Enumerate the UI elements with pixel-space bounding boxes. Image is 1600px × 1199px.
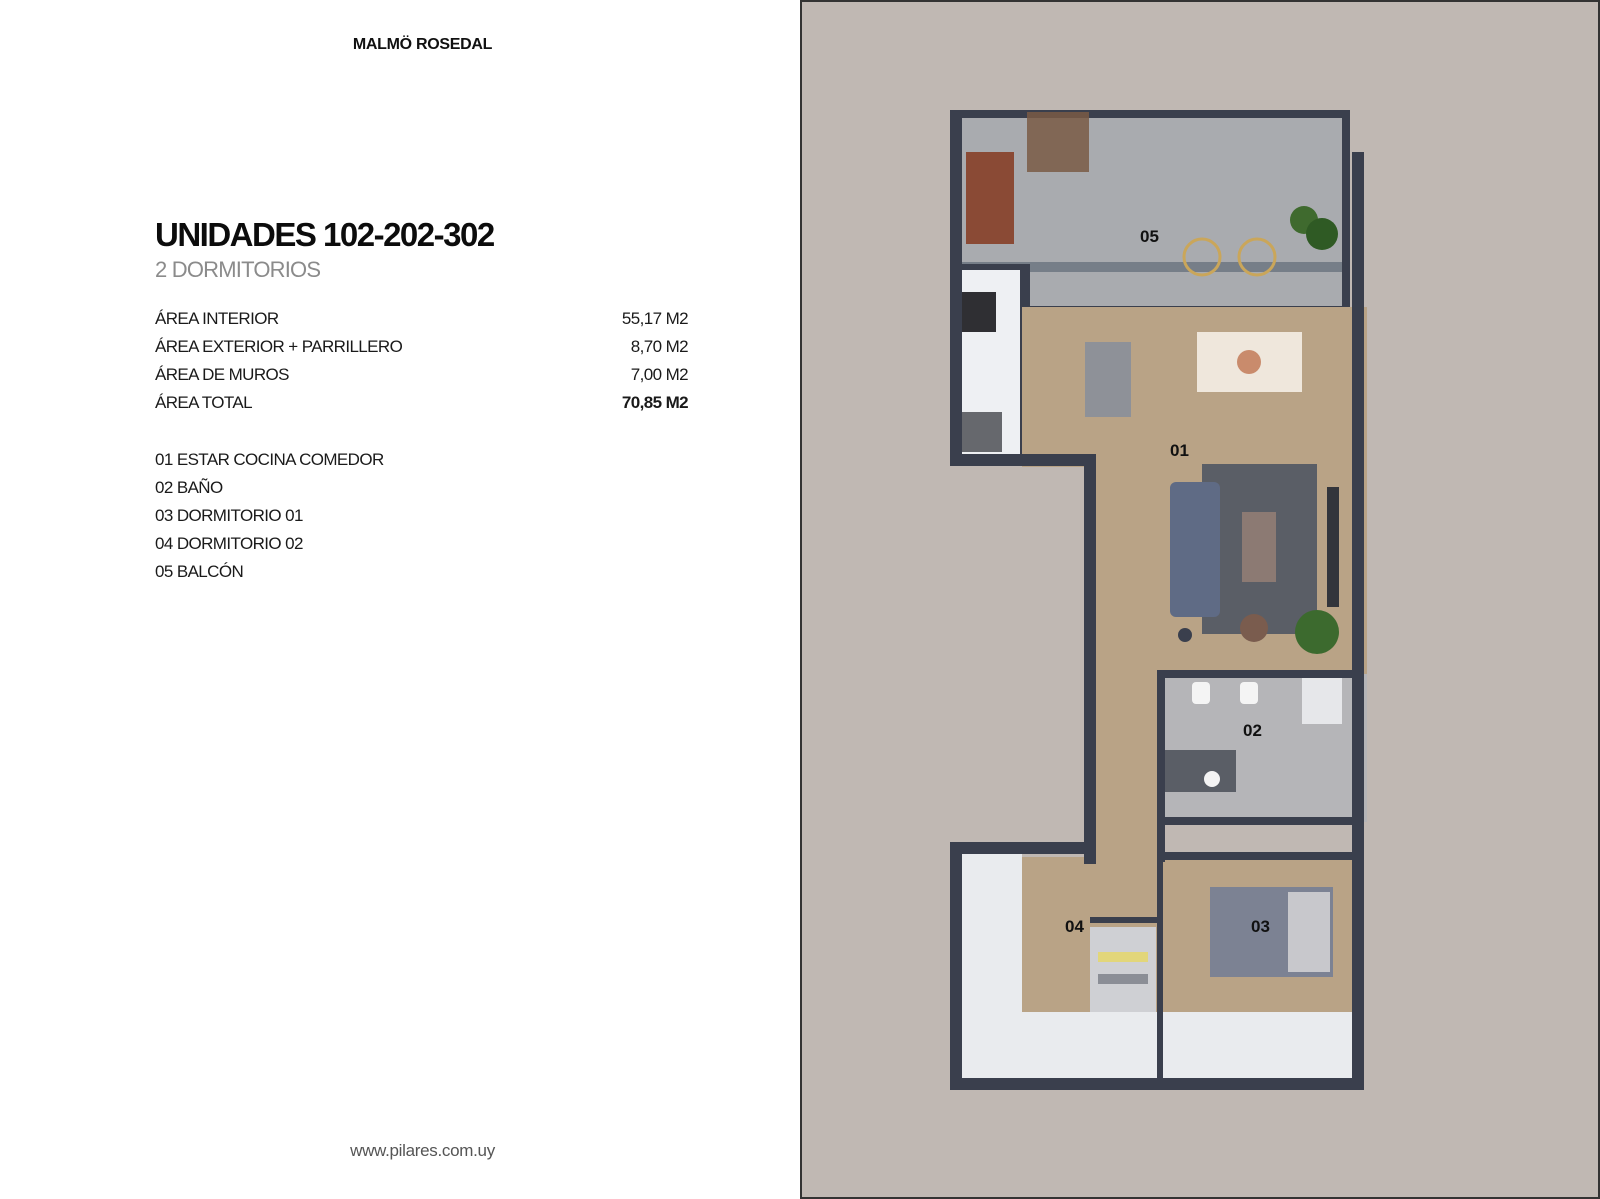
floor-plan <box>802 2 1598 1197</box>
area-value: 7,00 M2 <box>630 365 688 384</box>
room-list <box>155 450 384 590</box>
brand-name: MALMÖ ROSEDAL <box>352 36 493 53</box>
living-area <box>1022 307 1367 684</box>
room-list-item: 01 ESTAR COCINA COMEDOR <box>155 450 384 469</box>
area-value: 55,17 M2 <box>621 309 688 328</box>
hallway <box>1092 684 1160 884</box>
page-title: UNIDADES 102-202-302 <box>155 216 494 253</box>
area-table <box>155 309 688 421</box>
room-list-item: 03 DORMITORIO 01 <box>155 506 303 525</box>
bathroom-area <box>1157 674 1367 822</box>
area-total-value: 70,85 M2 <box>621 393 688 412</box>
bedroom-02-area <box>950 847 1162 1087</box>
room-label-04: 04 <box>1065 917 1084 936</box>
floor-plan-panel <box>800 0 1600 1199</box>
area-row <box>155 365 688 393</box>
area-row <box>155 337 688 365</box>
room-label-03: 03 <box>1251 917 1270 936</box>
website-url: www.pilares.com.uy <box>350 1141 495 1160</box>
page-subtitle: 2 DORMITORIOS <box>155 257 321 282</box>
room-label-02: 02 <box>1243 721 1262 740</box>
area-value: 8,70 M2 <box>630 337 688 356</box>
area-row <box>155 309 688 337</box>
room-label-01: 01 <box>1170 441 1189 460</box>
area-label: ÁREA TOTAL <box>155 393 252 412</box>
room-list-item: 04 DORMITORIO 02 <box>155 534 303 553</box>
room-list-item: 05 BALCÓN <box>155 562 244 581</box>
area-total-row <box>155 393 688 421</box>
room-list-item: 02 BAÑO <box>155 478 223 497</box>
area-label: ÁREA DE MUROS <box>155 365 289 384</box>
area-label: ÁREA INTERIOR <box>155 309 279 328</box>
area-label: ÁREA EXTERIOR + PARRILLERO <box>155 337 403 356</box>
bedroom-01-area <box>1162 857 1362 1087</box>
room-label-05: 05 <box>1140 227 1159 246</box>
